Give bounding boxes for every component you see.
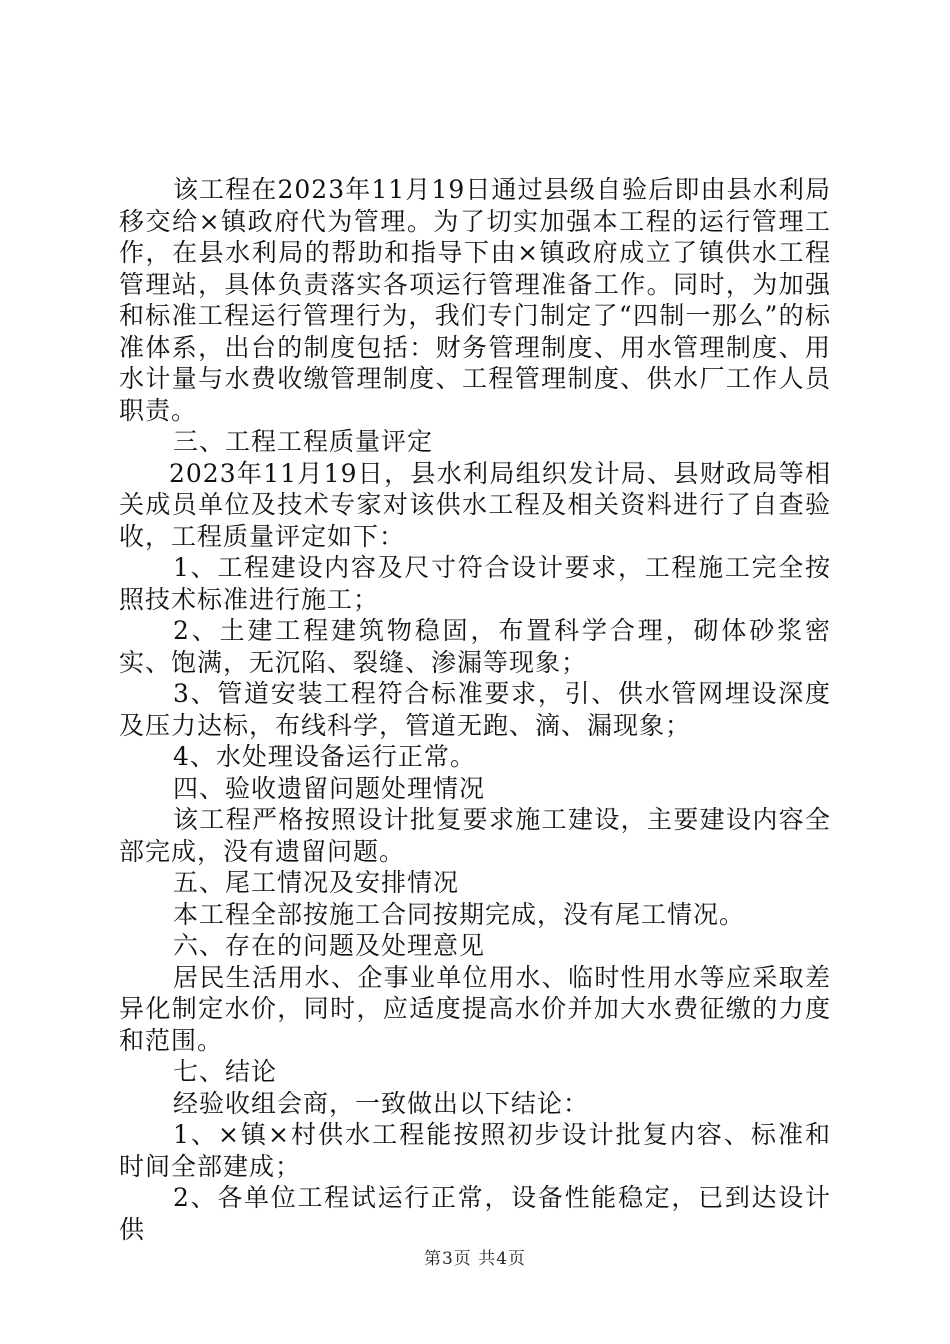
section-heading-remaining-issues: 四、验收遗留问题处理情况 (173, 773, 486, 803)
section-heading-problems: 六、存在的问题及处理意见 (173, 931, 486, 960)
list-item-conclusion-1: 1、×镇×村供水工程能按照初步设计批复内容、标准和时间全部建成； (119, 1120, 831, 1181)
paragraph-management-handover: 该工程在2023年11月19日通过县级自验后即由县水利局移交给×镇政府代为管理。为了切实加强本工程的运行管理工作，在县水利局的帮助和指导下由×镇政府成立了镇供水工程管理站，具体负责落实各项运行管理准备工作。同时，为加强和标准工程运行管理行为，我们专门制定了“四制一那么”的标准体系，出台的制度包括：财务管理制度、用水管理制度、用水计量与水费收缴管理制度、工程管理制度、供水厂工作人员职责。 (119, 175, 831, 425)
list-item-quality-4: 4、水处理设备运行正常。 (173, 742, 476, 771)
paragraph-self-inspection: 2023年11月19日，县水利局组织发计局、县财政局等相关成员单位及技术专家对该供水工程及相关资料进行了自查验收，工程质量评定如下： (119, 458, 831, 551)
paragraph-problems: 居民生活用水、企事业单位用水、临时性用水等应采取差异化制定水价，同时，应适度提高水价并加大水费征缴的力度和范围。 (119, 962, 831, 1055)
paragraph-tail-work: 本工程全部按施工合同按期完成，没有尾工情况。 (173, 899, 746, 929)
section-heading-tail-work: 五、尾工情况及安排情况 (173, 868, 460, 897)
page-number-footer: 第3页 共4页 (423, 1249, 527, 1269)
paragraph-remaining-issues: 该工程严格按照设计批复要求施工建设，主要建设内容全部完成，没有遗留问题。 (119, 805, 831, 866)
section-heading-quality-assessment: 三、工程工程质量评定 (173, 427, 434, 456)
list-item-quality-3: 3、管道安装工程符合标准要求，引、供水管网埋设深度及压力达标，布线科学，管道无跑、滴、漏现象； (119, 679, 831, 740)
document-body (119, 174, 831, 1245)
list-item-quality-1: 1、工程建设内容及尺寸符合设计要求，工程施工完全按照技术标准进行施工； (119, 553, 831, 614)
list-item-quality-2: 2、土建工程建筑物稳固，布置科学合理，砌体砂浆密实、饱满，无沉陷、裂缝、渗漏等现象； (119, 616, 831, 677)
paragraph-conclusion-intro: 经验收组会商，一致做出以下结论： (173, 1088, 590, 1118)
section-heading-conclusion: 七、结论 (173, 1057, 278, 1086)
list-item-conclusion-2: 2、各单位工程试运行正常，设备性能稳定，已到达设计供 (119, 1183, 831, 1244)
